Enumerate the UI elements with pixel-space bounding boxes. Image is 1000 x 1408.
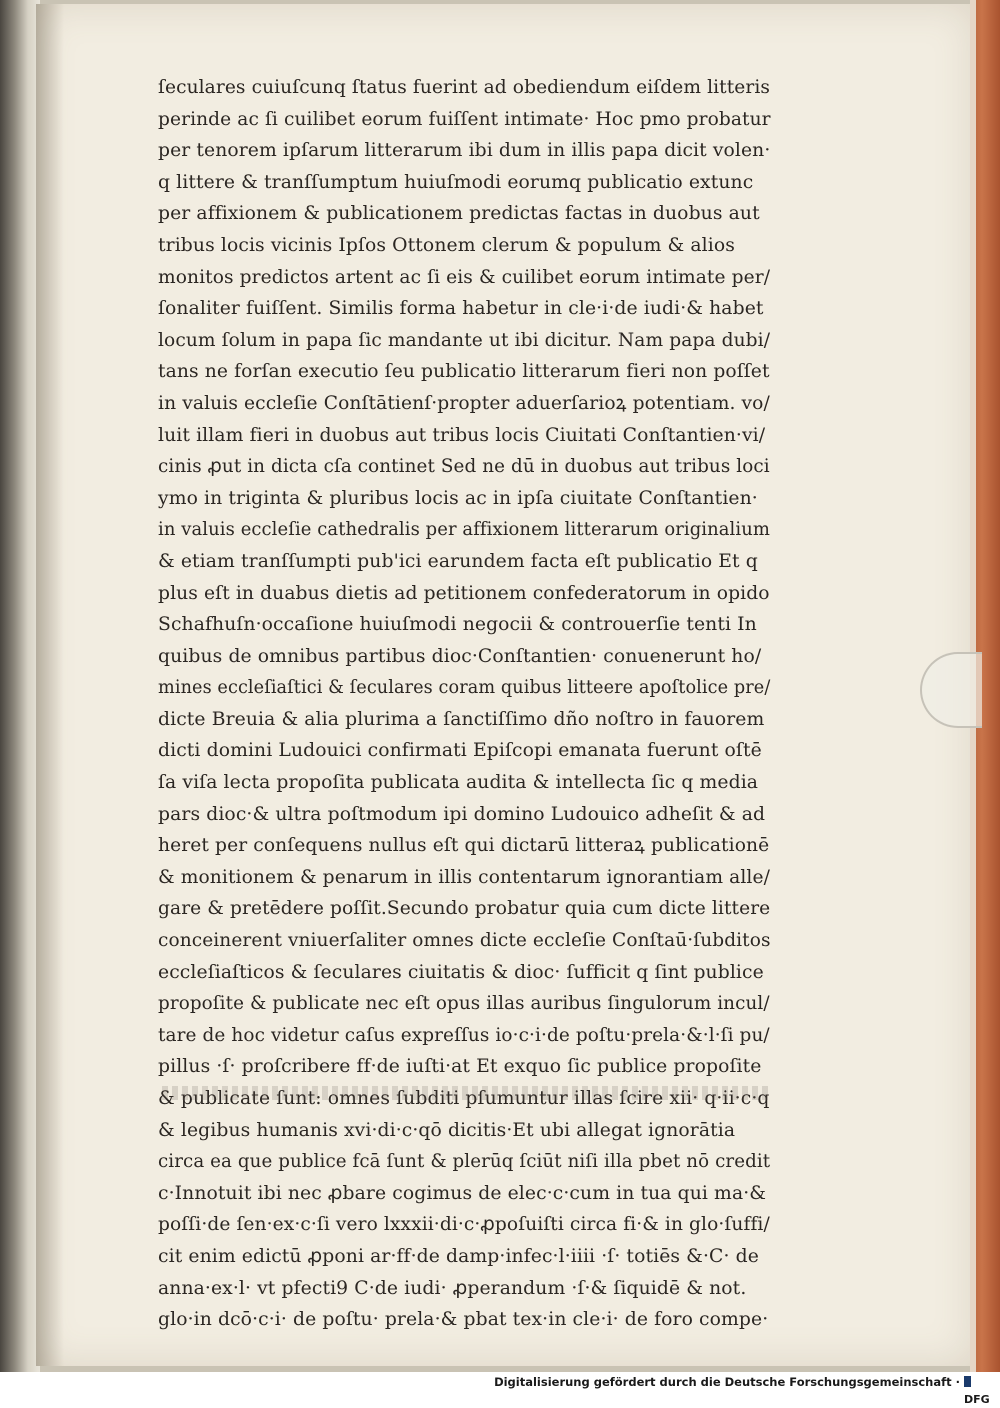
text-line: quibus de omnibus partibus dioc·Conſtantien· conuenerunt ho/ xyxy=(158,644,762,667)
dfg-logo-text: DFG xyxy=(964,1393,990,1406)
text-line: luit illam fieri in duobus aut tribus locis Ciuitati Conſtantien·vi/ xyxy=(158,423,766,446)
text-line: q littere & tranſſumptum huiuſmodi eorumq publicatio extunc xyxy=(158,170,754,193)
text-line: anna·ex·l· vt pfecti9 C·de iudi· ꝓperandum ·ſ·& ſiquidē & not. xyxy=(158,1276,747,1299)
text-line: circa ea que publice fcā ſunt & plerūq ſciūt niſi illa pbet nō credit xyxy=(158,1150,771,1173)
text-line: heret per conſequens nullus eſt qui dictarū litteraꝝ publicationē xyxy=(158,834,770,857)
dfg-logo-mark xyxy=(964,1376,971,1387)
text-line: & monitionem & penarum in illis contentarum ignorantiam alle/ xyxy=(158,865,770,888)
text-line: per affixionem & publicationem predictas factas in duobus aut xyxy=(158,202,760,225)
text-line: poſſi·de ſen·ex·c·ſi vero lxxxii·di·c·ꝓpoſuiſti circa fi·& in glo·ſuffi/ xyxy=(158,1213,770,1236)
text-line: tare de hoc videtur caſus expreſſus io·c·i·de poſtu·prela·&·l·ſi pu/ xyxy=(158,1023,770,1046)
text-line: pars dioc·& ultra poſtmodum ipi domino Ludouico adheſit & ad xyxy=(158,802,766,825)
text-line: propoſite & publicate nec eſt opus illas auribus ſingulorum incul/ xyxy=(158,992,770,1015)
text-line: plus eſt in duabus dietis ad petitionem confederatorum in opido xyxy=(158,581,770,604)
text-line: locum ſolum in papa ſic mandante ut ibi dicitur. Nam papa dubi/ xyxy=(158,328,771,351)
text-line: in valuis eccleſie Conſtātienſ·propter aduerſarioꝝ potentiam. vo/ xyxy=(158,391,770,414)
text-line: cinis ꝓut in dicta cſa continet Sed ne dū in duobus aut tribus loci xyxy=(158,455,770,478)
text-line: & publicate ſunt: omnes ſubditi pſumuntur illas ſcire xii· q·ii·c·q xyxy=(158,1087,770,1109)
text-line: ſeculares cuiuſcunq ſtatus fuerint ad obediendum eiſdem litteris xyxy=(158,76,771,98)
text-line: per tenorem ipſarum litterarum ibi dum in illis papa dicit volen· xyxy=(158,139,771,162)
text-line: tribus locis vicinis Ipſos Ottonem clerum & populum & alios xyxy=(158,233,735,256)
text-line: dicte Breuia & alia plurima a ſanctiſſimo dño noſtro in fauorem xyxy=(158,707,765,730)
text-line: c·Innotuit ibi nec ꝓbare cogimus de elec·c·cum in tua qui ma·& xyxy=(158,1181,767,1204)
page-text xyxy=(158,72,778,1336)
text-line: & etiam tranſſumpti pub'ici earundem facta eſt publicatio Et q xyxy=(158,549,758,572)
text-line: eccleſiaſticos & ſeculares ciuitatis & dioc· ſufficit q ſint publice xyxy=(158,960,764,983)
text-line: tans ne forſan executio ſeu publicatio litterarum fieri non poſſet xyxy=(158,360,770,383)
text-line: mines eccleſiaſtici & ſeculares coram quibus litteere apoſtolice pre/ xyxy=(158,676,771,699)
funding-credit: Digitalisierung gefördert durch die Deutsche Forschungsgemeinschaft · xyxy=(494,1375,960,1389)
bleed-through-text xyxy=(162,1086,772,1100)
text-line: conceinerent vniuerſaliter omnes dicte eccleſie Conſtaū·ſubditos xyxy=(158,929,771,952)
text-line: pillus ·ſ· proſcribere ff·de iuſti·at Et exquo ſic publice propoſite xyxy=(158,1055,762,1078)
footer-bar xyxy=(0,1372,1000,1406)
text-line: Schafhuſn·occaſione huiuſmodi negocii & controuerſie tenti In xyxy=(158,613,757,636)
text-line: ymo in triginta & pluribus locis ac in ipſa ciuitate Conſtantien· xyxy=(158,486,758,509)
dfg-logo xyxy=(964,1374,996,1406)
page-fold-shadow xyxy=(36,4,64,1366)
text-line: ſonaliter fuiſſent. Similis forma habetur in cle·i·de iudi·& habet xyxy=(158,297,764,320)
book-spine-edge xyxy=(0,0,40,1372)
text-line: dicti domini Ludouici confirmati Epiſcopi emanata fuerunt oſtē xyxy=(158,739,762,762)
text-line: glo·in dcō·c·i· de poſtu· prela·& pbat tex·in cle·i· de foro compe· xyxy=(158,1308,769,1331)
text-line: monitos predictos artent ac ſi eis & cuilibet eorum intimate per/ xyxy=(158,265,771,288)
text-line: perinde ac ſi cuilibet eorum fuiſſent intimate· Hoc pmo probatur xyxy=(158,107,771,130)
text-line: cit enim edictū ꝓponi ar·ff·de damp·infec·l·iiii ·ſ· totiēs &·C· de xyxy=(158,1244,759,1267)
text-line: in valuis eccleſie cathedralis per affixionem litterarum originalium xyxy=(158,518,770,541)
text-line: gare & pretēdere poſſit.Secundo probatur quia cum dicte littere xyxy=(158,897,771,920)
text-line: ſa viſa lecta propoſita publicata audita & intellecta ſic q media xyxy=(158,771,759,794)
text-line: & legibus humanis xvi·di·c·qō dicitis·Et ubi allegat ignorātia xyxy=(158,1118,736,1141)
